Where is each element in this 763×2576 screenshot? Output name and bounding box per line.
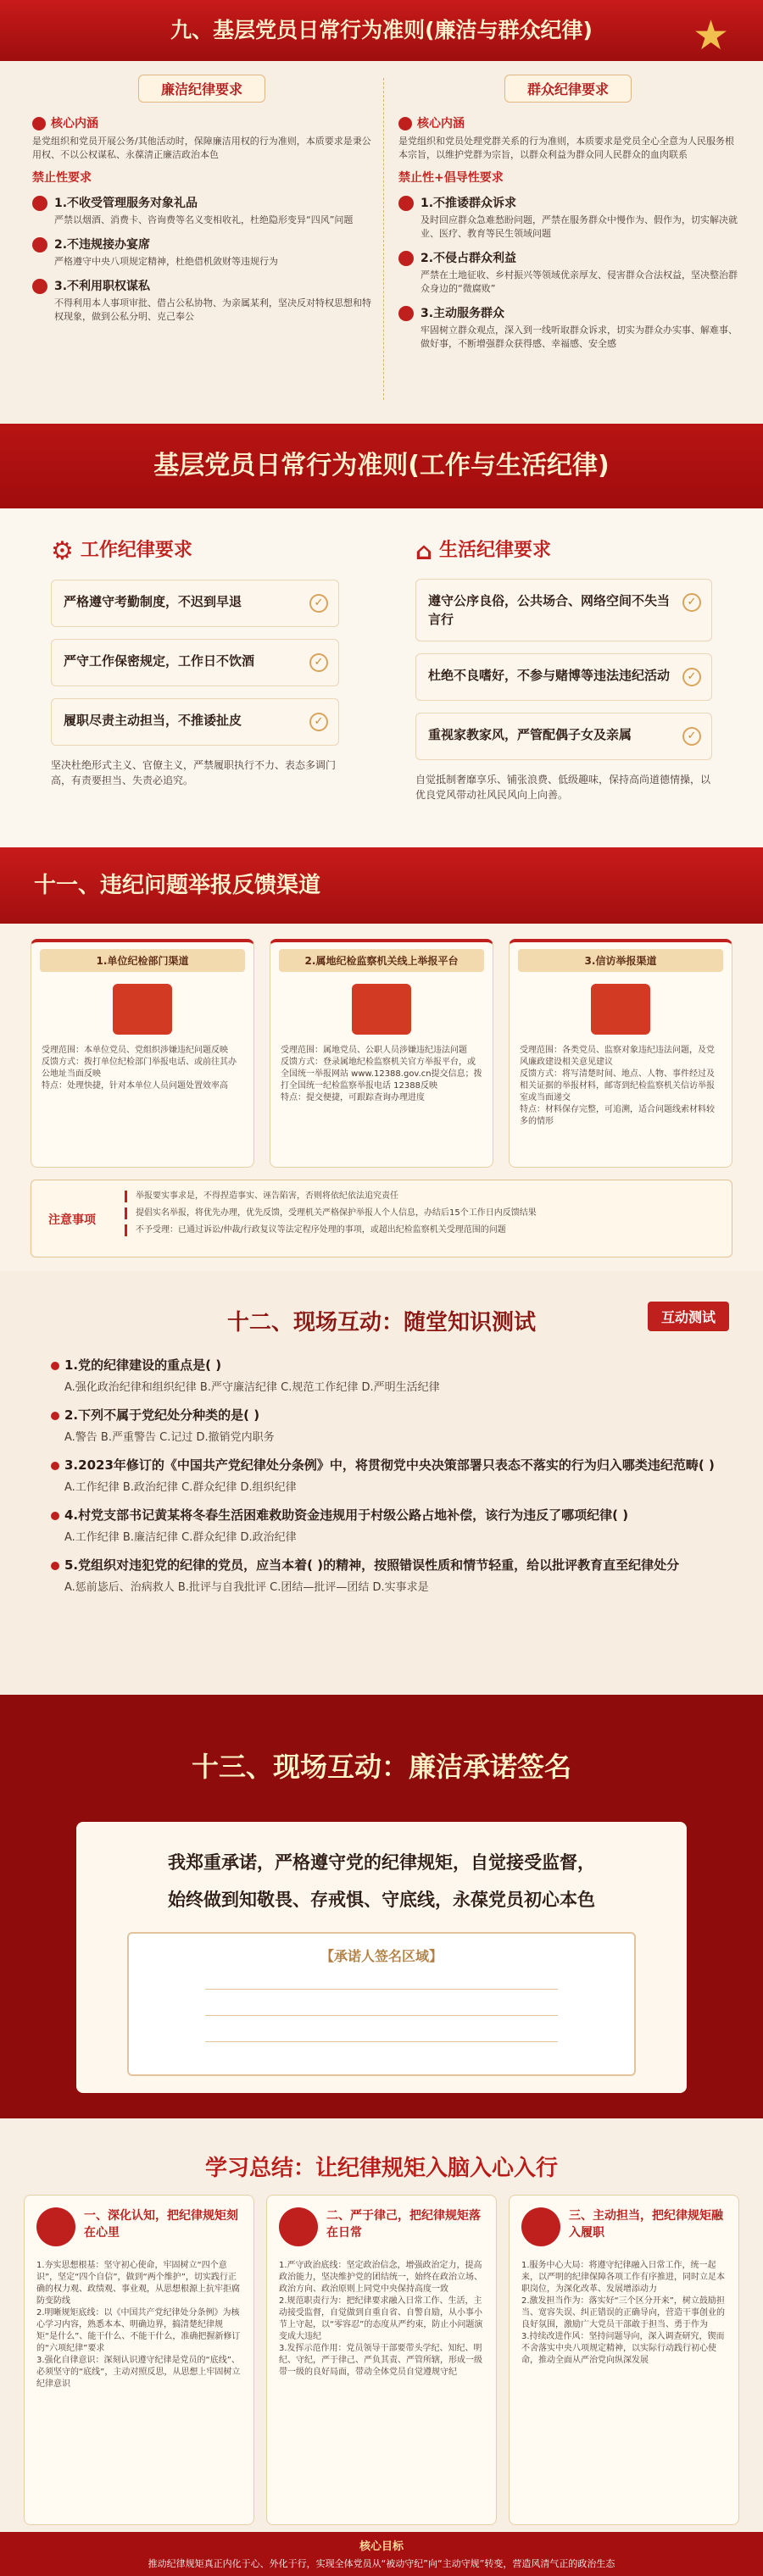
- mass-item-title: 3.主动服务群众: [420, 307, 505, 320]
- mass-item-text: 牢固树立群众观点，深入到一线听取群众诉求，切实为群众办实事、解难事、做好事，不断增强群众获得感、幸福感、安全感: [420, 325, 738, 349]
- question-text: 4.村党支部书记黄某将冬春生活困难救助资金违规用于村级公路占地补偿，该行为违反了哪项纪律( ): [64, 1507, 629, 1523]
- mass-item: [398, 304, 738, 351]
- summary-body: 1.夯实思想根基：坚守初心使命，牢固树立“四个意识”，坚定“四个自信”，做到“两个维护”，切实践行正确的权力观、政绩观、事业观，从思想根源上抗牢拒腐防变防线 2.明晰规矩底线：以《中国共产党纪律处分条例》为核心学习内容，熟悉本本、明确边界，搞清楚纪律规矩“是什么”、能干什么、不能干什么，准确把握新修订的“六项纪律”要求 3.强化自律意识：深刻认识遵守纪律是党员的“底线”、必须坚守的“底线”，主动对照反思，从思想上牢固树立纪律意识: [36, 2261, 241, 2389]
- section-ten: [0, 424, 763, 847]
- integrity-item: [32, 236, 371, 269]
- mass-item: [398, 249, 738, 296]
- section-thirteen-title: 十三、现场互动：廉洁承诺签名: [191, 1751, 571, 1783]
- rule-icon: [32, 237, 47, 253]
- integrity-item-title: 1.不收受管理服务对象礼品: [54, 197, 198, 210]
- integrity-item-text: 严禁以烟酒、消费卡、咨询费等名义变相收礼，杜绝隐形变异“四风”问题: [54, 214, 354, 225]
- quiz-question: [51, 1506, 721, 1544]
- integrity-heading: 廉洁纪律要求: [138, 75, 265, 103]
- section-ten-title: 基层党员日常行为准则(工作与生活纪律): [153, 451, 610, 480]
- life-item-text: 杜绝不良嗜好，不参与赌博等违法违纪活动: [428, 667, 671, 683]
- rule-icon: [32, 196, 47, 211]
- section-twelve-title: 十二、现场互动：随堂知识测试: [226, 1310, 536, 1335]
- life-item-text: 重视家教家风，严管配偶子女及亲属: [428, 726, 632, 742]
- integrity-item-title: 3.不利用职权谋私: [54, 280, 151, 293]
- channel-body: 受理范围：属地党员、公职人员涉嫌违纪违法问题 反馈方式：登录属地纪检监察机关官方举报平台，或全国统一举报网站 www.12388.gov.cn提交信息；拨打全国统一纪检监察举报电话 12388反映 特点：提交便捷，可跟踪查询办理进度: [281, 1046, 482, 1102]
- core-goal-label: 核心目标: [359, 2540, 404, 2553]
- check-icon: ✓: [309, 653, 328, 672]
- mass-core-title: 核心内涵: [417, 117, 465, 130]
- life-footnote: 自觉抵制奢靡享乐、铺张浪费、低级趣味，保持高尚道德情操，以优良党风带动社风民风向上向善。: [415, 773, 711, 801]
- question-options: A.警告 B.严重警告 C.记过 D.撤销党内职务: [64, 1431, 275, 1444]
- question-bullet-icon: [51, 1412, 59, 1420]
- work-footnote: 坚决杜绝形式主义、官僚主义，严禁履职执行不力、表态多调门高，有责要担当、失责必追究。: [51, 758, 337, 786]
- mass-item-title: 1.不推诿群众诉求: [420, 197, 517, 210]
- quiz-tag: 互动测试: [648, 1302, 729, 1331]
- signature-area[interactable]: [127, 1932, 636, 2076]
- summary-columns: [24, 2195, 739, 2525]
- summary-heading: 三、主动担当，把纪律规矩融入履职: [569, 2209, 723, 2240]
- integrity-item: [32, 194, 371, 227]
- quiz-question: [51, 1356, 721, 1394]
- channel-card: [31, 939, 254, 1168]
- mass-core-text: 是党组织和党员处理党群关系的行为准则，本质要求是党员全心全意为人民服务根本宗旨，以维护党群为宗旨，以群众利益为群众同人民群众的血肉联系: [398, 136, 734, 160]
- gear-icon: [521, 2207, 560, 2246]
- question-text: 5.党组织对违犯党的纪律的党员，应当本着( )的精神，按照错误性质和情节轻重，给以批评教育直至纪律处分: [64, 1557, 680, 1573]
- channel-heading: 3.信访举报渠道: [518, 949, 723, 972]
- rule-icon: [32, 279, 47, 294]
- mass-item-text: 及时回应群众急难愁盼问题，严禁在服务群众中慢作为、假作为，切实解决就业、医疗、教育等民生领域问题: [420, 214, 738, 239]
- question-options: A.工作纪律 B.廉洁纪律 C.群众纪律 D.政治纪律: [64, 1531, 297, 1544]
- signature-line: [205, 1989, 558, 1990]
- question-text: 3.2023年修订的《中国共产党纪律处分条例》中，将贯彻党中央决策部署只表态不落实的行为归入哪类违纪范畴( ): [64, 1457, 715, 1473]
- section-nine-title: 九、基层党员日常行为准则(廉洁与群众纪律): [170, 18, 593, 42]
- section-thirteen: [0, 1695, 763, 2118]
- quiz-list: [51, 1356, 721, 1606]
- integrity-item: [32, 277, 371, 324]
- check-icon: ✓: [682, 727, 701, 746]
- person-icon: [279, 2207, 318, 2246]
- section-eleven: [0, 847, 763, 1271]
- mass-item-title: 2.不侵占群众利益: [420, 252, 517, 265]
- integrity-item-text: 不得利用本人事项审批、借占公私协物、为亲属某利，坚决反对特权思想和特权现象，做到公私分明、克己奉公: [54, 297, 371, 322]
- life-heading: 生活纪律要求: [439, 540, 552, 561]
- rule-icon: [398, 196, 414, 211]
- channel-card: [509, 939, 732, 1168]
- channel-card: [270, 939, 493, 1168]
- notes-label: 注意事项: [48, 1213, 96, 1227]
- section-fourteen: [0, 2118, 763, 2576]
- core-goal-text: 推动纪律规矩真正内化于心、外化于行，实现全体党员从“被动守纪”向“主动守规”转变，营造风清气正的政治生态: [148, 2558, 615, 2569]
- notes-box: [31, 1180, 732, 1257]
- column-divider: [383, 78, 384, 400]
- channel-heading: 2.属地纪检监察机关线上举报平台: [279, 949, 484, 972]
- summary-body: 1.严守政治底线：坚定政治信念，增强政治定力，提高政治能力，坚决维护党的团结统一，始终在政治立场、政治方向、政治原则上同党中央保持高度一致 2.规范职责行为：把纪律要求融入日常工作、生活，主动接受监督，自觉做到自重自省、自警自励，从小事小节上守起，以“零容忍”的态度从严约束，防止小问题演变成大违纪 3.发挥示范作用：党员领导干部要带头学纪、知纪、明纪、守纪，严于律己、严负其责、严管所辖，形成一级带一级的良好局面，带动全体党员自觉遵规守纪: [279, 2261, 483, 2377]
- signature-line: [205, 2041, 558, 2042]
- quiz-question: [51, 1556, 721, 1594]
- mass-ban-title: 禁止性+倡导性要求: [398, 171, 504, 185]
- star-icon: ★: [692, 12, 729, 59]
- rule-icon: [398, 306, 414, 321]
- work-heading: 工作纪律要求: [80, 540, 192, 561]
- work-item-text: 严守工作保密规定，工作日不饮酒: [64, 652, 255, 669]
- life-item: [415, 713, 712, 760]
- notes-list: [125, 1191, 718, 1241]
- pledge-line-one: 我郑重承诺，严格遵守党的纪律规矩，自觉接受监督，: [168, 1852, 595, 1873]
- section-eleven-title: 十一、违纪问题举报反馈渠道: [34, 873, 321, 898]
- summary-card: [24, 2195, 254, 2525]
- work-item: [51, 698, 339, 746]
- life-item: [415, 579, 712, 641]
- integrity-column: [32, 75, 371, 324]
- channel-columns: [31, 939, 732, 1168]
- check-icon: ✓: [682, 593, 701, 612]
- mass-item: [398, 194, 738, 241]
- integrity-item-title: 2.不违规接办宴席: [54, 238, 151, 252]
- work-item-text: 履职尽责主动担当，不推诿扯皮: [64, 712, 242, 728]
- work-column: [51, 536, 339, 788]
- signature-line: [205, 2015, 558, 2016]
- work-item: [51, 580, 339, 627]
- quiz-question: [51, 1406, 721, 1444]
- pledge-line-two: 始终做到知敬畏、存戒惧、守底线，永葆党员初心本色: [168, 1890, 595, 1910]
- note-item: 提倡实名举报，将优先办理，优先反馈，受理机关严格保护举报人个人信息，办结后15个工作日内反馈结果: [125, 1208, 718, 1219]
- quiz-question: [51, 1456, 721, 1494]
- note-item: 举报要实事求是，不得捏造事实、诬告陷害，否则将依纪依法追究责任: [125, 1191, 718, 1202]
- note-item: 不予受理：已通过诉讼/仲裁/行政复议等法定程序处理的事项，或超出纪检监察机关受理范围的问题: [125, 1224, 718, 1236]
- building-icon: [113, 984, 172, 1035]
- person-icon: [32, 117, 46, 130]
- channel-body: 受理范围：各类党员、监察对象违纪违法问题，及党风廉政建设相关意见建议 反馈方式：将写清楚时间、地点、人物、事件经过及相关证据的举报材料，邮寄到纪检监察机关信访举报室或当面递交 特点：材料保存完整，可追溯，适合问题线索材料较多的情形: [520, 1046, 715, 1126]
- question-bullet-icon: [51, 1512, 59, 1520]
- work-item: [51, 639, 339, 686]
- integrity-core-title: 核心内涵: [51, 117, 98, 130]
- question-options: A.惩前毖后、治病救人 B.批评与自我批评 C.团结—批评—团结 D.实事求是: [64, 1581, 429, 1594]
- mass-item-text: 严禁在土地征收、乡村振兴等领域优亲厚友、侵害群众合法权益，坚决整治群众身边的“微腐败”: [420, 269, 738, 294]
- integrity-core-text: 是党组织和党员开展公务/其他活动时，保障廉洁用权的行为准则，本质要求是秉公用权、不以公权谋私、永葆清正廉洁政治本色: [32, 136, 371, 160]
- life-item: [415, 653, 712, 701]
- summary-heading: 一、深化认知，把纪律规矩刻在心里: [84, 2209, 238, 2240]
- section-twelve: [0, 1271, 763, 1695]
- summary-card: [509, 2195, 739, 2525]
- channel-heading: 1.单位纪检部门渠道: [40, 949, 245, 972]
- star-icon: [36, 2207, 75, 2246]
- integrity-ban-title: 禁止性要求: [32, 171, 92, 185]
- summary-heading: 二、严于律己，把纪律规矩落在日常: [326, 2209, 481, 2240]
- mass-heading: 群众纪律要求: [504, 75, 632, 103]
- core-goal-bar: [0, 2532, 763, 2576]
- channel-body: 受理范围：本单位党员、党组织涉嫌违纪问题反映 反馈方式：拨打单位纪检部门举报电话、或前往其办公地址当面反映 特点：处理快捷，针对本单位人员问题处置效率高: [42, 1046, 237, 1091]
- life-column: [415, 536, 712, 802]
- life-items: [415, 579, 712, 760]
- check-icon: ✓: [309, 713, 328, 731]
- mass-column: [398, 75, 738, 351]
- handshake-icon: [398, 117, 412, 130]
- work-item-text: 严格遵守考勤制度，不迟到早退: [64, 593, 242, 609]
- monitor-icon: [352, 984, 411, 1035]
- pledge-card: [76, 1822, 687, 2093]
- life-item-text: 遵守公序良俗，公共场合、网络空间不失当言行: [428, 592, 671, 627]
- integrity-items: [32, 194, 371, 324]
- question-options: A.工作纪律 B.政治纪律 C.群众纪律 D.组织纪律: [64, 1481, 297, 1494]
- check-icon: ✓: [309, 594, 328, 613]
- house-icon: ⌂: [415, 536, 433, 565]
- envelope-icon: [591, 984, 650, 1035]
- work-items: [51, 580, 339, 746]
- question-options: A.强化政治纪律和组织纪律 B.严守廉洁纪律 C.规范工作纪律 D.严明生活纪律: [64, 1381, 440, 1394]
- mass-items: [398, 194, 738, 351]
- question-text: 1.党的纪律建设的重点是( ): [64, 1357, 222, 1373]
- summary-card: [266, 2195, 497, 2525]
- section-nine: [0, 0, 763, 424]
- section-eleven-banner: [0, 847, 763, 924]
- question-bullet-icon: [51, 1462, 59, 1470]
- section-nine-banner: [0, 0, 763, 61]
- rule-icon: [398, 251, 414, 266]
- question-bullet-icon: [51, 1562, 59, 1570]
- gear-icon: ⚙: [51, 536, 74, 566]
- signature-label: 【承诺人签名区域】: [320, 1948, 443, 1964]
- integrity-item-text: 严格遵守中央八项规定精神，杜绝借机敛财等违规行为: [54, 256, 278, 267]
- check-icon: ✓: [682, 668, 701, 686]
- section-fourteen-title: 学习总结：让纪律规矩入脑入心入行: [204, 2156, 558, 2181]
- summary-body: 1.服务中心大局：将遵守纪律融入日常工作，统一起来，以严明的纪律保障各项工作有序推进，同时立足本职岗位，为深化改革、发展增添动力 2.激发担当作为：落实好“三个区分开来”，树立鼓励担当、宽容失误、纠正错误的正确导向，营造干事创业的良好氛围，激励广大党员干部敢于担当、勇于作为 3.持续改进作风：坚持问题导向，深入调查研究，锲而不舍落实中央八项规定精神，以实际行动践行初心使命，推动全面从严治党向纵深发展: [521, 2261, 725, 2365]
- question-text: 2.下列不属于党纪处分种类的是( ): [64, 1407, 260, 1423]
- question-bullet-icon: [51, 1362, 59, 1370]
- section-ten-banner: [0, 424, 763, 508]
